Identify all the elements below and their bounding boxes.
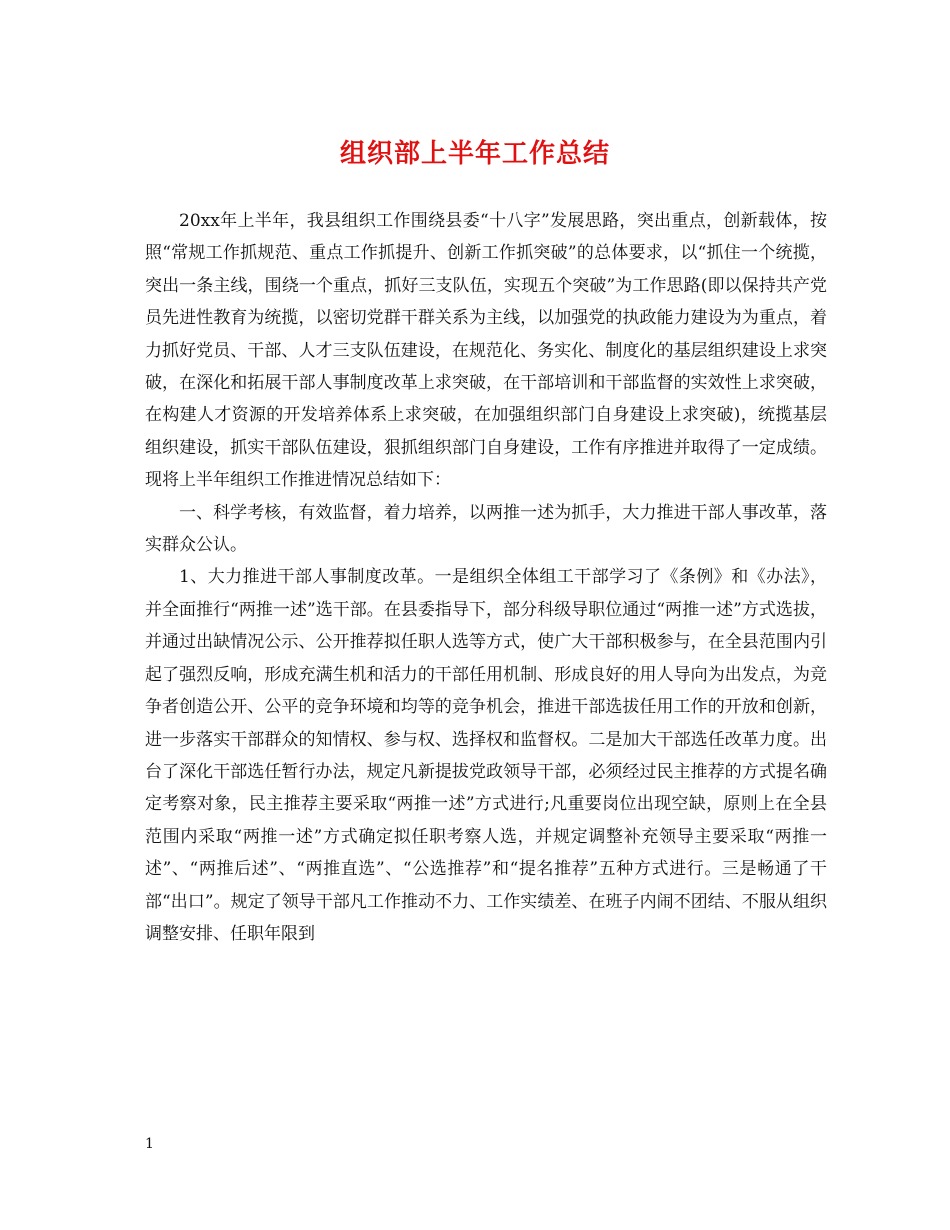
document-title: 组织部上半年工作总结 — [339, 139, 610, 169]
paragraph-section-heading: 一、科学考核，有效监督，着力培养，以两推一述为抓手，大力推进干部人事改革，落实群众公认。 — [145, 502, 827, 556]
paragraph-item-1: 1、大力推进干部人事制度改革。一是组织全体组工干部学习了《条例》和《办法》，并全面推行“两推一述”选干部。在县委指导下，部分科级导职位通过“两推一述”方式选拔，并通过出缺情况公示、公开推荐拟任职人选等方式，使广大干部积极参与，在全县范围内引起了强烈反响，形成充满生机和活力的干部任用机制、形成良好的用人导向为出发点，为竞争者创造公开、公平的竞争环境和均等的竞争机会，推进干部选拔任用工作的开放和创新，进一步落实干部群众的知情权、参与权、选择权和监督权。二是加大干部选任改革力度。出台了深化干部选任暂行办法，规定凡新提拔党政领导干部，必须经过民主推荐的方式提名确定考察对象，民主推荐主要采取“两推一述”方式进行;凡重要岗位出现空缺，原则上在全县范围内采取“两推一述”方式确定拟任职考察人选，并规定调整补充领导主要采取“两推一述”、“两推后述”、“两推直选”、“公选推荐”和“提名推荐”五种方式进行。三是畅通了干部“出口”。规定了领导干部凡工作推动不力、工作实绩差、在班子内闹不团结、不服从组织调整安排、任职年限到 — [145, 567, 827, 944]
page-number: 1 — [145, 1136, 154, 1152]
document-body — [145, 205, 827, 950]
paragraph-intro: 20xx年上半年，我县组织工作围绕县委“十八字”发展思路，突出重点，创新载体，按照“常规工作抓规范、重点工作抓提升、创新工作抓突破”的总体要求，以“抓住一个统揽，突出一条主线，围绕一个重点，抓好三支队伍，实现五个突破”为工作思路(即以保持共产党员先进性教育为统揽，以密切党群干群关系为主线，以加强党的执政能力建设为为重点，着力抓好党员、干部、人才三支队伍建设，在规范化、务实化、制度化的基层组织建设上求突破，在深化和拓展干部人事制度改革上求突破，在干部培训和干部监督的实效性上求突破，在构建人才资源的开发培养体系上求突破，在加强组织部门自身建设上求突破)，统揽基层组织建设，抓实干部队伍建设，狠抓组织部门自身建设，工作有序推进并取得了一定成绩。现将上半年组织工作推进情况总结如下： — [145, 211, 827, 491]
